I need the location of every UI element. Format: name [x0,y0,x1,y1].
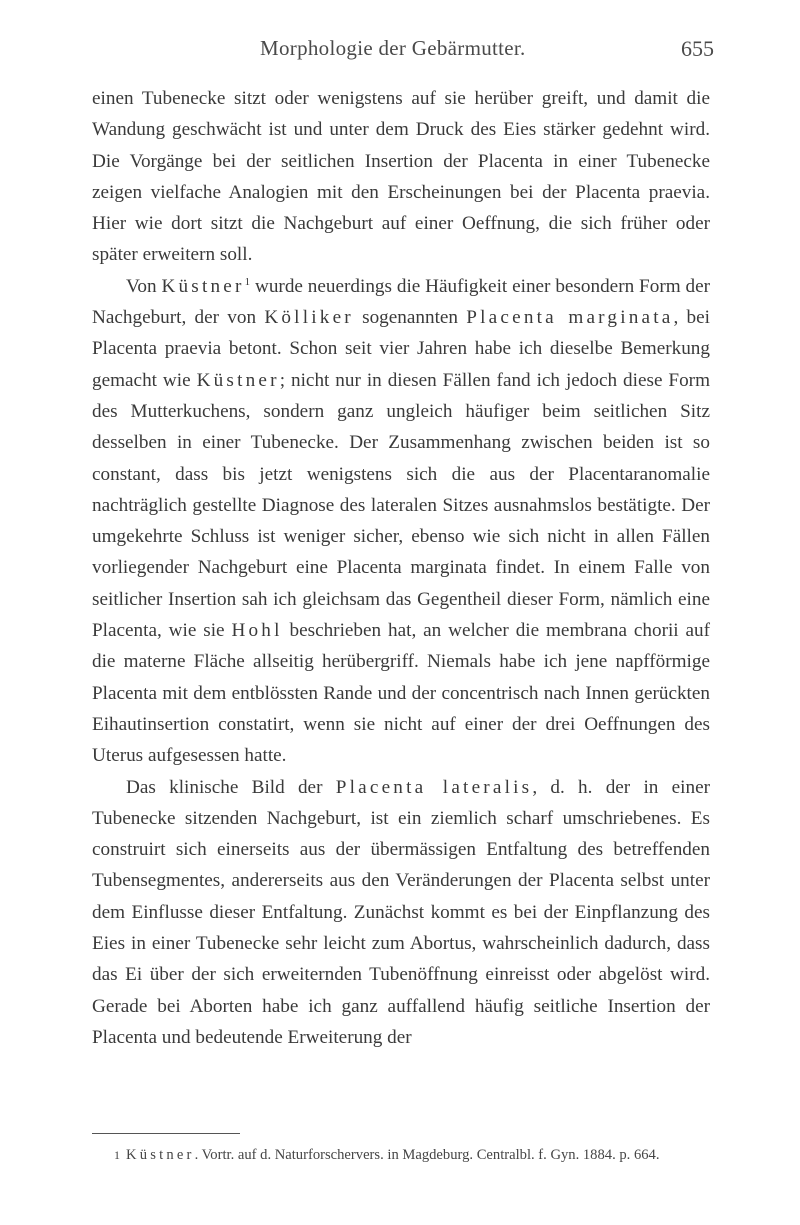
footnote [92,1143,712,1167]
text-segment: ; nicht nur in diesen Fällen fand ich jedoch diese Form des Mutterkuchens, sondern ganz ungleich häufiger beim seitlichen Sitz desselben in einer Tubenecke. Der Zusammenhang zwischen beiden ist so constant, dass bis jetzt wenigstens sich die aus der Placentaranomalie nachträglich gestellte Diagnose des lateralen Sitzes ausnahmslos bestätigte. Der umgekehrte Schluss ist weniger sicher, ebenso wie sich nicht in allen Fällen vorliegender Nachgeburt eine Placenta marginata findet. In einem Falle von seitlicher Insertion sah ich gleichsam das Gegentheil dieser Form, nämlich eine Placenta, wie sie [92,369,710,642]
author-name: Küstner [196,369,280,391]
running-title: Morphologie der Gebärmutter. [260,36,526,60]
footnote-rule [92,1133,240,1134]
author-name: Küstner [161,275,245,297]
footnote-reference: 1 [244,275,251,288]
term: Placenta lateralis [335,776,533,798]
text-segment: wurde neuerdings die Häufigkeit einer besondern Form der Nachgeburt, der von [92,275,710,329]
text-segment: , d. h. der in einer Tubenecke sitzenden Nachgeburt, ist ein ziemlich scharf umschriebenes. Es construirt sich einerseits aus der übermässigen Entfaltung des betreffenden Tubensegmentes, andererseits aus den Veränderungen der Placenta selbst unter dem Einflusse dieser Entfaltung. Zunächst kommt es bei der Einpflanzung des Eies in einer Tubenecke sehr leicht zum Abortus, wahrscheinlich dadurch, dass das Ei über der sich erweiternden Tubenöffnung einreisst oder abgelöst wird. Gerade bei Aborten habe ich ganz auffallend häufig seitliche Insertion der Placenta und bedeutende Erweiterung der [92,776,710,1048]
footnote-text: . Vortr. auf d. Naturforschervers. in Magdeburg. Centralbl. f. Gyn. 1884. p. 664. [194,1147,660,1163]
footnote-marker: 1 [114,1148,120,1162]
text-segment: Von [126,275,162,297]
paragraph [92,83,710,271]
page-number: 655 [681,36,714,61]
text-segment: einen Tubenecke sitzt oder wenigstens auf sie herüber greift, und damit die Wandung geschwächt ist und unter dem Druck des Eies stärker gedehnt wird. Die Vorgänge bei der seitlichen Insertion der Placenta in einer Tubenecke zeigen vielfache Analogien mit den Erscheinungen bei der Placenta praevia. Hier wie dort sitzt die Nachgeburt auf einer Oeffnung, die sich früher oder später erweitern soll. [92,88,710,266]
paragraph [92,271,710,772]
text-segment: beschrieben hat, an welcher die membrana chorii auf die materne Fläche allseitig herübergriff. Niemals habe ich jene napfförmige Placenta mit dem entblössten Rande und der concentrisch nach Innen gerückten Eihautinsertion constatirt, wenn sie nicht auf einer der drei Oeffnungen des Uterus aufgesessen hatte. [92,620,710,767]
text-segment: sogenannten [353,307,467,329]
running-head [92,36,714,70]
term: Placenta marginata [466,307,674,329]
paragraph [92,772,710,1054]
footnote-author: Küstner [126,1147,195,1163]
text-segment: , bei Placenta praevia betont. Schon seit vier Jahren habe ich dieselbe Bemerkung gemacht wie [92,307,710,391]
text-segment: Das klinische Bild der [126,776,336,798]
author-name: Kölliker [264,307,354,329]
body-text [92,83,710,1053]
author-name: Hohl [231,620,283,642]
